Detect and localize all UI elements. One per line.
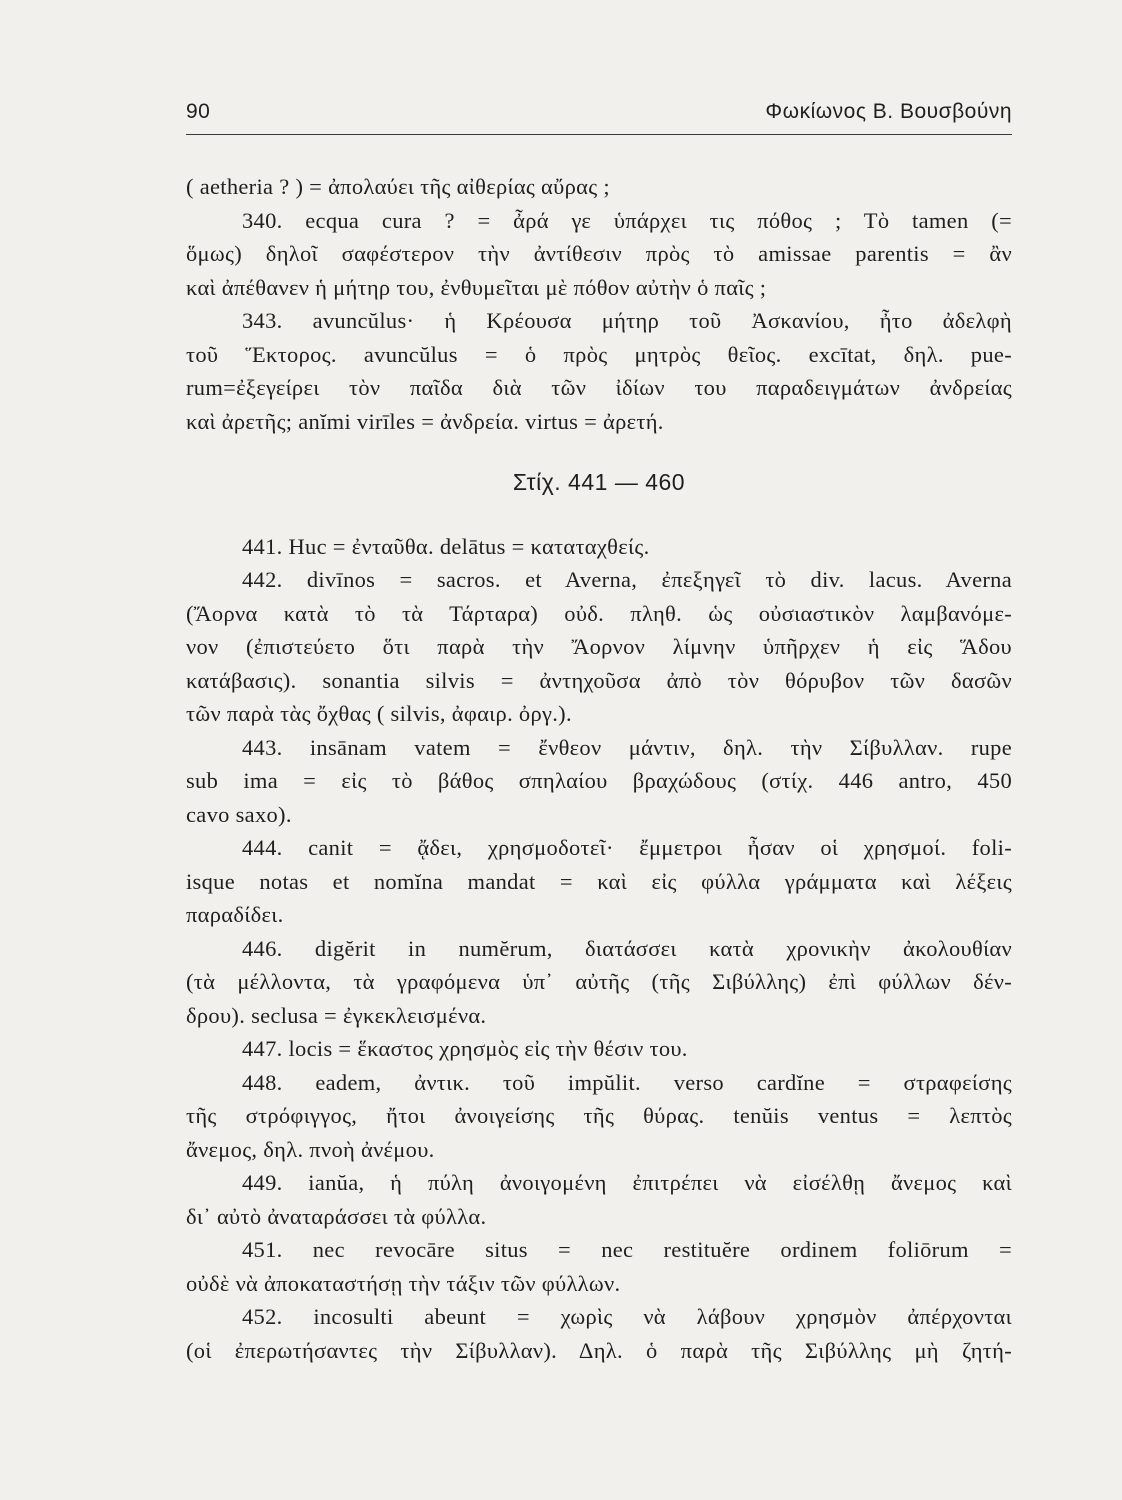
text-line: cavo saxo). <box>186 801 292 827</box>
page-number: 90 <box>186 100 211 123</box>
text-line: isque notas et nomĭna mandat = καὶ εἰς φύλλα γράμματα καὶ λέξεις <box>186 868 1012 894</box>
text-line: (οἱ ἐπερωτήσαντες τὴν Σίβυλλαν). Δηλ. ὁ παρὰ τῆς Σιβύλλης μὴ ζητή- <box>186 1337 1012 1363</box>
text-line: δρου). seclusa = ἐγκεκλεισμένα. <box>186 1002 487 1028</box>
text-line: 441. Huc = ἐνταῦθα. delātus = καταταχθείς. <box>242 533 650 559</box>
text-line: 343. avuncŭlus· ἡ Κρέουσα μήτηρ τοῦ Ἀσκανίου, ἦτο ἀδελφὴ <box>242 308 1012 333</box>
text-line: τῆς στρόφιγγος, ἤτοι ἀνοιγείσης τῆς θύρας. tenŭis ventus = λεπτὸς <box>186 1103 1012 1128</box>
text-line: 448. eadem, ἀντικ. τοῦ impŭlit. verso cardĭne = στραφείσης <box>242 1069 1012 1095</box>
text-line: 449. ianŭa, ἡ πύλη ἀνοιγομένη ἐπιτρέπει νὰ εἰσέλθῃ ἄνεμος καὶ <box>242 1170 1012 1195</box>
text-line: 443. insānam vatem = ἔνθεον μάντιν, δηλ. τὴν Σίβυλλαν. rupe <box>242 734 1012 760</box>
section-title: Στίχ. 441 — 460 <box>512 469 686 495</box>
text-line: ὅμως) δηλοῖ σαφέστερον τὴν ἀντίθεσιν πρὸς τὸ amissae parentis = ἂν <box>186 241 1012 266</box>
text-line: 444. canit = ᾄδει, χρησμοδοτεῖ· ἔμμετροι ἦσαν οἱ χρησμοί. foli- <box>242 835 1012 860</box>
text-line: 447. locis = ἕκαστος χρησμὸς εἰς τὴν θέσιν του. <box>242 1036 688 1061</box>
text-line: κατάβασις). sonantia silvis = ἀντηχοῦσα ἀπὸ τὸν θόρυβον τῶν δασῶν <box>186 667 1012 693</box>
text-line: sub ima = εἰς τὸ βάθος σπηλαίου βραχώδους (στίχ. 446 antro, 450 <box>186 768 1012 793</box>
running-head: Φωκίωνος Β. Βουσβούνη <box>765 100 1012 123</box>
text-line: rum=ἐξεγείρει τὸν παῖδα διὰ τῶν ἰδίων του παραδειγμάτων ἀνδρείας <box>186 375 1012 400</box>
page-body <box>186 170 1012 1367</box>
text-line: οὐδὲ νὰ ἀποκαταστήσῃ τὴν τάξιν τῶν φύλλων. <box>186 1270 621 1296</box>
text-line: ( aetheria ? ) = ἀπολαύει τῆς αἰθερίας αὔρας ; <box>186 174 610 199</box>
text-line: (Ἄορνα κατὰ τὸ τὰ Τάρταρα) οὐδ. πληθ. ὡς οὐσιαστικὸν λαμβανόμε- <box>186 600 1012 626</box>
text-line: νον (ἐπιστεύετο ὅτι παρὰ τὴν Ἄορνον λίμνην ὑπῆρχεν ἡ εἰς Ἅδου <box>186 634 1012 659</box>
text-line: 340. ecqua cura ? = ἆρά γε ὑπάρχει τις πόθος ; Τὸ tamen (= <box>242 207 1012 233</box>
text-line: καὶ ἀπέθανεν ἡ μήτηρ του, ἐνθυμεῖται μὲ πόθον αὐτὴν ὁ παῖς ; <box>186 274 767 300</box>
text-line: 452. incosulti abeunt = χωρὶς νὰ λάβουν χρησμὸν ἀπέρχονται <box>242 1304 1012 1329</box>
text-line: ἄνεμος, δηλ. πνοὴ ἀνέμου. <box>186 1136 435 1162</box>
text-line: τῶν παρὰ τὰς ὄχθας ( silvis, ἀφαιρ. ὀργ.). <box>186 701 572 726</box>
text-line: 446. digĕrit in numĕrum, διατάσσει κατὰ χρονικὴν ἀκολουθίαν <box>242 935 1012 961</box>
text-line: δι᾿ αὐτὸ ἀναταράσσει τὰ φύλλα. <box>186 1203 487 1229</box>
text-line: (τὰ μέλλοντα, τὰ γραφόμενα ὑπ᾿ αὐτῆς (τῆς Σιβύλλης) ἐπὶ φύλλων δέν- <box>186 969 1012 994</box>
text-line: καὶ ἀρετῆς; anĭmi virīles = ἀνδρεία. virtus = ἀρετή. <box>186 408 664 434</box>
text-line: 442. divīnos = sacros. et Averna, ἐπεξηγεῖ τὸ div. lacus. Averna <box>242 567 1012 592</box>
text-line: τοῦ Ἕκτορος. avuncŭlus = ὁ πρὸς μητρὸς θεῖος. excītat, δηλ. pue- <box>186 341 1012 367</box>
text-line: 451. nec revocāre situs = nec restituĕre ordinem foliōrum = <box>242 1237 1012 1262</box>
page-header <box>186 96 1012 135</box>
text-line: παραδίδει. <box>186 902 284 927</box>
